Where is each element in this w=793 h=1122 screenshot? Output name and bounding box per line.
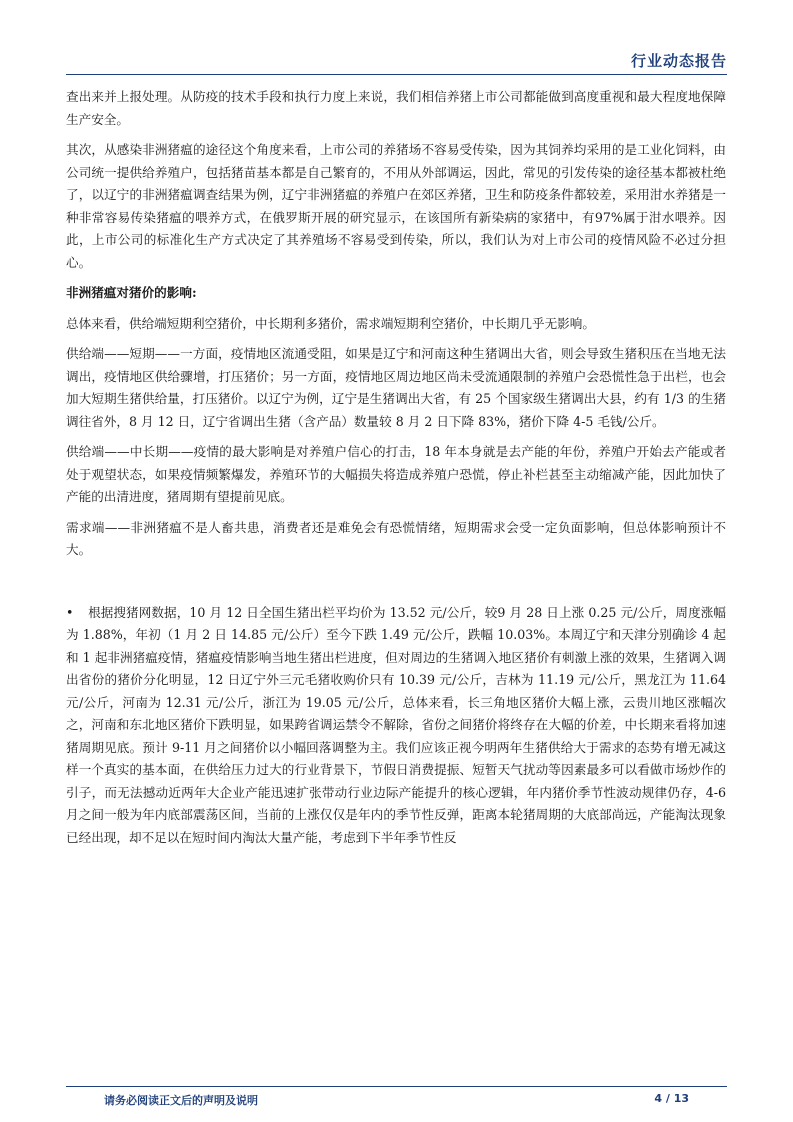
bullet-icon: •: [66, 604, 74, 620]
paragraph-1: 查出来并上报处理。从防疫的技术手段和执行力度上来说，我们相信养猪上市公司都能做到高度重视和最大程度地保障生产安全。: [66, 89, 726, 127]
bullet-paragraph: [66, 602, 726, 850]
paragraph-6: 需求端——非洲猪瘟不是人畜共患，消费者还是难免会有恐慌情绪，短期需求会受一定负面影响，但总体影响预计不大。: [66, 519, 726, 557]
footer-disclaimer: 请务必阅读正文后的声明及说明: [104, 1094, 258, 1107]
paragraph-2: 其次，从感染非洲猪瘟的途径这个角度来看，上市公司的养猪场不容易受传染，因为其饲养均采用的是工业化饲料，由公司统一提供给养殖户，包括猪苗基本都是自己繁育的，不用从外部调运，因此，常见的引发传染的途径基本都被杜绝了，以辽宁的非洲猪瘟调查结果为例，辽宁非洲猪瘟的养殖户在郊区养猪，卫生和防疫条件都较差，采用泔水养猪是一种非常容易传染猪瘟的喂养方式，在俄罗斯开展的研究显示，在该国所有新染病的家猪中，有97%属于泔水喂养。因此，上市公司的标准化生产方式决定了其养殖场不容易受到传染，所以，我们认为对上市公司的疫情风险不必过分担心。: [66, 142, 726, 270]
page-number: 4 / 13: [654, 1092, 689, 1105]
spacer: [66, 570, 726, 602]
footer-divider: [66, 1086, 727, 1087]
document-body: [66, 86, 726, 849]
header-divider: [66, 74, 727, 75]
paragraph-5: 供给端——中长期——疫情的最大影响是对养殖户信心的打击，18 年本身就是去产能的年份，养殖户开始去产能或者处于观望状态，如果疫情频繁爆发，养殖环节的大幅损失将造成养殖户恐慌，停止补栏甚至主动缩减产能，因此加快了产能的出清进度，猪周期有望提前见底。: [66, 444, 726, 504]
section-heading: 非洲猪瘟对猪价的影响:: [66, 285, 197, 300]
paragraph-4: 供给端——短期——一方面，疫情地区流通受阻，如果是辽宁和河南这种生猪调出大省，则会导致生猪积压在当地无法调出，疫情地区供给骤增，打压猪价；另一方面，疫情地区周边地区尚未受流通限制的养殖户会恐慌性急于出栏，也会加大短期生猪供给量，打压猪价。以辽宁为例，辽宁是生猪调出大省，有 25 个国家级生猪调出大县，约有 1/3 的生猪调往省外，8 月 12 日，辽宁省调出生猪（含产品）数量较 8 月 2 日下降 83%，猪价下降 4-5 毛钱/公斤。: [66, 346, 726, 429]
report-type-title: 行业动态报告: [630, 52, 727, 70]
bullet-paragraph-text: 根据搜猪网数据，10 月 12 日全国生猪出栏平均价为 13.52 元/公斤，较9 月 28 日上涨 0.25 元/公斤，周度涨幅为 1.88%，年初（1 月 2 日 14.85 元/公斤）至今下跌 1.49 元/公斤，跌幅 10.03%。本周辽宁和天津分别确诊 4 起和 1 起非洲猪瘟疫情，猪瘟疫情影响当地生猪出栏进度，但对周边的生猪调入地区猪价有刺激上涨的效果，生猪调入调出省份的猪价分化明显，12 日辽宁外三元毛猪收购价只有 10.39 元/公斤，吉林为 11.19 元/公斤，黑龙江为 11.64 元/公斤，河南为 12.31 元/公斤，浙江为 19.05 元/公斤，总体来看，长三角地区猪价大幅上涨，云贵川地区涨幅次之，河南和东北地区猪价下跌明显，如果跨省调运禁令不解除，省份之间猪价将终存在大幅的价差，中长期来看将加速猪周期见底。预计 9-11 月之间猪价以小幅回落调整为主。我们应该正视今明两年生猪供给大于需求的态势有增无减这样一个真实的基本面，在供给压力过大的行业背景下，节假日消费提振、短暂天气扰动等因素最多可以看做市场炒作的引子，而无法撼动近两年大企业产能迅速扩张带动行业边际产能提升的核心逻辑，年内猪价季节性波动规律仍存，4-6 月之间一般为年内底部震荡区间，当前的上涨仅仅是年内的季节性反弹，距离本轮猪周期的大底部尚远，产能淘汰现象已经出现，却不足以在短时间内淘汰大量产能，考虑到下半年季节性反: [66, 604, 726, 845]
paragraph-3: 总体来看，供给端短期利空猪价，中长期利多猪价，需求端短期利空猪价，中长期几乎无影响。: [66, 315, 595, 331]
